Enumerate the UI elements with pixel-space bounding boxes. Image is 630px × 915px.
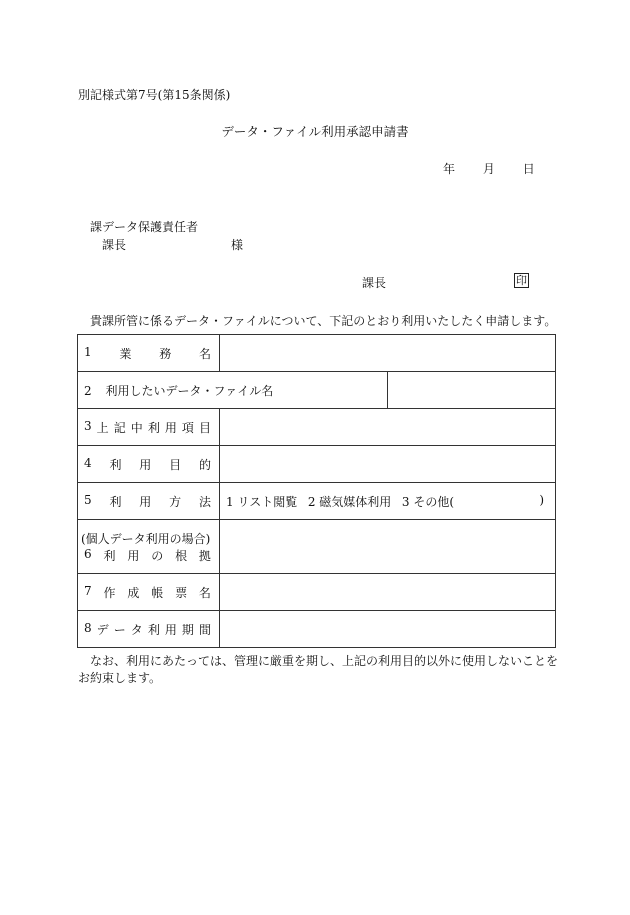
row-number: 5 [84, 492, 92, 507]
usage-purpose-field[interactable] [220, 446, 556, 483]
method-other-blank[interactable] [465, 493, 529, 510]
table-row [78, 611, 556, 648]
row-number: 4 [84, 455, 92, 470]
row-label: (個人データ利用の場合) 6 利 用 の 根 拠 [78, 520, 220, 574]
document-title: データ・ファイル利用承認申請書 [221, 124, 409, 139]
table-row [78, 446, 556, 483]
row-label: 7 作 成 帳 票 名 [78, 574, 220, 611]
row-label: 5 利 用 方 法 [78, 483, 220, 520]
usage-period-field[interactable] [220, 611, 556, 648]
date-month: 月 [482, 162, 495, 176]
business-name-field[interactable] [220, 335, 556, 372]
table-row [78, 574, 556, 611]
method-option-list[interactable]: 1 リスト閲覧 [226, 494, 298, 509]
closing-text-line2: お約束します。 [78, 671, 162, 685]
table-row [78, 520, 556, 574]
date-day: 日 [522, 162, 535, 176]
row-number: 6 [84, 546, 92, 561]
date-year: 年 [443, 162, 456, 176]
usage-method-field: 1 リスト閲覧 2 磁気媒体利用 3 その他( ) [220, 483, 556, 520]
usage-items-field[interactable] [220, 409, 556, 446]
applicant-label: 課長 [362, 276, 387, 290]
form-name-field[interactable] [220, 574, 556, 611]
seal-mark: 印 [516, 274, 527, 287]
table-row [78, 335, 556, 372]
form-number: 別記様式第7号(第15条関係) [78, 88, 231, 102]
method-option-other[interactable]: 3 その他( [401, 494, 455, 509]
table-row [78, 409, 556, 446]
row-number: 2 [84, 383, 92, 398]
intro-text: 貴課所管に係るデータ・ファイルについて、下記のとおり利用いたしたく申請します。 [90, 314, 557, 328]
row-number: 8 [84, 620, 92, 635]
date-line [443, 160, 535, 177]
addressee-title: 課長 [102, 238, 127, 252]
method-option-magnetic[interactable]: 2 磁気媒体利用 [307, 494, 392, 509]
row-note: (個人データ利用の場合) [81, 531, 211, 546]
application-table [77, 334, 556, 648]
table-row [78, 372, 556, 409]
addressee-department: 課データ保護責任者 [90, 220, 199, 234]
row-number: 1 [84, 344, 92, 359]
usage-basis-field[interactable] [220, 520, 556, 574]
table-row [78, 483, 556, 520]
row-label: 3 上 記 中 利 用 項 目 [78, 409, 220, 446]
row-label: 8 デ ー タ 利 用 期 間 [78, 611, 220, 648]
row-number: 3 [84, 418, 92, 433]
addressee-honorific: 様 [231, 238, 244, 252]
row-label: 4 利 用 目 的 [78, 446, 220, 483]
closing-text-line1: なお、利用にあたっては、管理に厳重を期し、上記の利用目的以外に使用しないことを [90, 654, 559, 668]
data-file-name-field[interactable] [388, 372, 556, 409]
row-label: 1 業 務 名 [78, 335, 220, 372]
row-label: 2 利用したいデータ・ファイル名 [78, 372, 388, 409]
row-number: 7 [84, 583, 92, 598]
